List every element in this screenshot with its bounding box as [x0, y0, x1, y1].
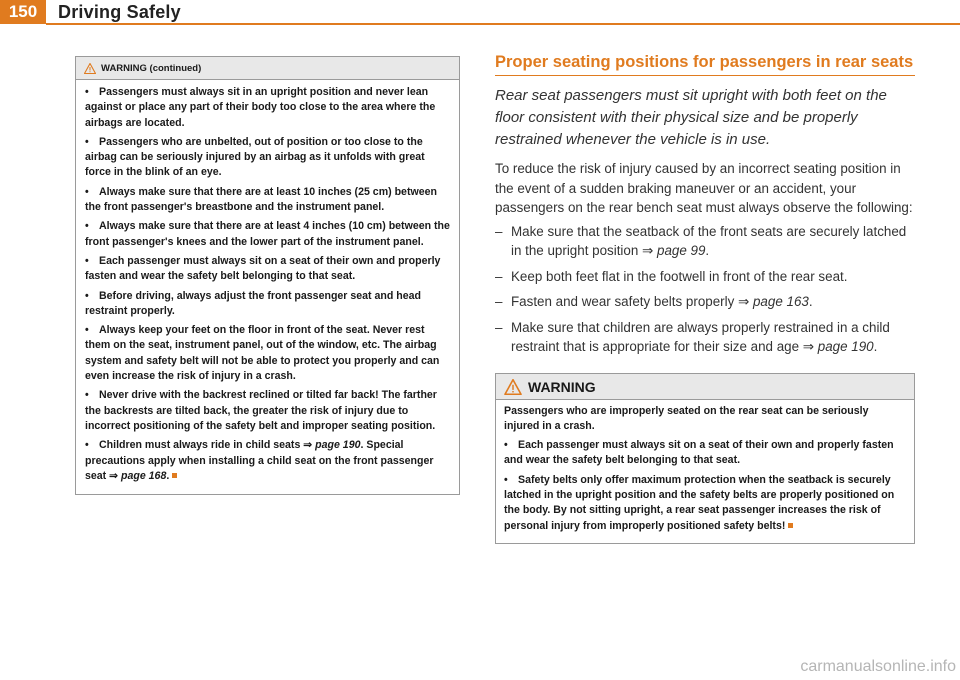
warning-box-continued: [75, 56, 460, 495]
section-intro: Rear seat passengers must sit upright with both feet on the floor consistent with their physical size and be properly restrained whenever the vehicle is in use.: [495, 87, 887, 148]
warning-item: • Passengers who are unbelted, out of position or too close to the airbag can be seriously injured by an airbag as it unfolds with great force in the blink of an eye.: [85, 135, 425, 179]
arrow-icon: ⇒: [303, 439, 313, 452]
arrow-icon: ⇒: [802, 339, 815, 354]
page-ref-link[interactable]: page 163: [752, 294, 809, 309]
end-marker-icon: [788, 523, 793, 528]
right-column: [495, 52, 915, 544]
warning-header: [76, 57, 459, 80]
page-ref-link[interactable]: page 168: [121, 469, 167, 482]
body-paragraph: To reduce the risk of injury caused by an incorrect seating position in the event of a sudden braking maneuver or an accident, your passengers on the rear bench seat must always observe the following:: [495, 161, 913, 215]
warning-body: [76, 80, 459, 494]
warning-item: • Always make sure that there are at least 10 inches (25 cm) between the front passenger's breastbone and the instrument panel.: [85, 185, 437, 214]
warning-item: • Each passenger must always sit on a seat of their own and properly fasten and wear the safety belt belonging to that seat.: [504, 439, 894, 467]
instruction-list: [495, 222, 915, 357]
warning-item: • Safety belts only offer maximum protection when the seatback is securely latched in the upright position and the safety belts are properly positioned on the body. By not sitting upright, a rear seat passenger increases the risk of personal injury from improperly positioned safety belts!: [504, 473, 895, 532]
warning-body: [496, 400, 914, 543]
warning-box: [495, 373, 915, 544]
chapter-title: Driving Safely: [58, 2, 181, 22]
page-ref-link[interactable]: page 190: [817, 339, 874, 354]
warning-item: • Always keep your feet on the floor in front of the seat. Never rest them on the seat, instrument panel, out of the window, etc. The airbag system and safety belt will not be able to protect you properly and can even increase the risk of injury in a crash.: [85, 324, 440, 383]
warning-item: • Before driving, always adjust the front passenger seat and head restraint properly.: [85, 289, 422, 317]
warning-header: [496, 374, 914, 400]
warning-item: • Never drive with the backrest reclined or tilted far back! The farther the backrests are tilted back, the greater the risk of injury due to incorrect positioning of the safety belt and improper seating position.: [85, 389, 437, 432]
list-item: – Make sure that the seatback of the front seats are securely latched in the upright position ⇒ page 99.: [495, 223, 907, 258]
warning-title: WARNING (continued): [101, 63, 202, 74]
section-title: Proper seating positions for passengers in rear seats: [495, 52, 915, 76]
page-ref-link[interactable]: page 99: [657, 243, 706, 258]
page-header: [0, 0, 960, 32]
arrow-icon: ⇒: [642, 243, 654, 258]
watermark: carmanualsonline.info: [800, 658, 956, 675]
list-item: – Make sure that children are always properly restrained in a child restraint that is appropriate for their size and age ⇒ page 190.: [495, 319, 890, 354]
warning-lead: Passengers who are improperly seated on the rear seat can be seriously injured in a crash.: [504, 404, 869, 432]
header-rule: [46, 23, 960, 25]
warning-triangle-icon: [84, 63, 96, 74]
warning-item: • Passengers must always sit in an upright position and never lean against or place any part of their body too close to the area where the airbags are located.: [85, 86, 436, 129]
arrow-icon: ⇒: [109, 469, 119, 482]
page-number: 150: [0, 0, 46, 24]
end-marker-icon: [172, 473, 177, 478]
warning-title: WARNING: [528, 378, 596, 395]
warning-triangle-icon: [504, 379, 522, 395]
warning-item: • Each passenger must always sit on a seat of their own and properly fasten and wear the safety belt belonging to that seat.: [85, 254, 441, 283]
warning-item: • Always make sure that there are at least 4 inches (10 cm) between the front passenger's knees and the lower part of the instrument panel.: [85, 220, 450, 248]
arrow-icon: ⇒: [738, 294, 750, 309]
warning-item-last: • Children must always ride in child seats ⇒ page 190. Special precautions apply when installing a child seat on the front passenger seat ⇒ page 168.: [85, 439, 434, 482]
page-ref-link[interactable]: page 190: [315, 439, 361, 452]
left-column: [75, 56, 460, 495]
list-item: – Keep both feet flat in the footwell in front of the rear seat.: [495, 268, 848, 284]
list-item: – Fasten and wear safety belts properly ⇒ page 163.: [495, 294, 813, 309]
